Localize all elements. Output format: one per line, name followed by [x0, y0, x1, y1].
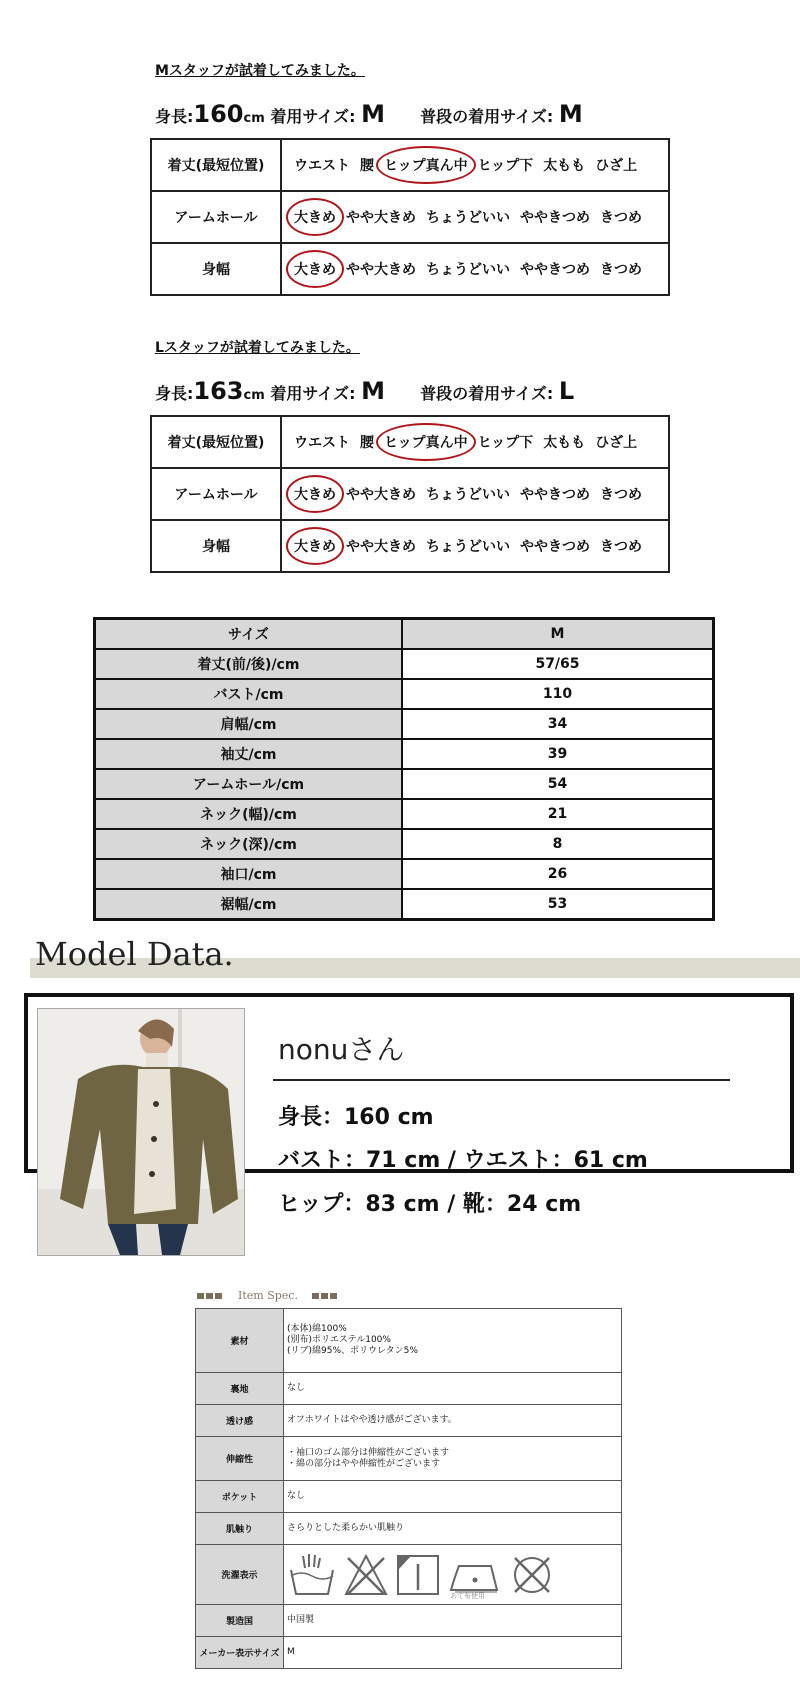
height-value: 163 — [193, 377, 244, 405]
fit-option-selected: 大きめ — [294, 536, 336, 556]
size-label: 着用サイズ: — [270, 384, 356, 403]
model-heading: Model Data. — [35, 935, 234, 973]
spec-key: メーカー表示サイズ — [196, 1637, 284, 1669]
size-row-value: 34 — [402, 709, 714, 739]
no-bleach-icon — [343, 1552, 389, 1598]
size-row-label: 裾幅/cm — [95, 889, 403, 920]
size-row-label: ネック(幅)/cm — [95, 799, 403, 829]
care-note: あて布使用 — [450, 1592, 485, 1600]
usual-size-label: 普段の着用サイズ: — [420, 107, 554, 126]
size-row — [95, 769, 714, 799]
fit-row-label: 身幅 — [151, 243, 281, 295]
fit-row — [151, 416, 669, 468]
fit-options — [281, 243, 669, 295]
size-table-header — [95, 619, 714, 650]
hand-wash-icon — [287, 1552, 337, 1598]
fit-option: ややきつめ — [520, 262, 590, 278]
fit-option-selected: 大きめ — [294, 207, 336, 227]
fit-option: ひざ上 — [595, 158, 638, 174]
model-photo — [37, 1008, 245, 1256]
spec-key: 素材 — [196, 1309, 284, 1373]
model-name: nonuさん — [278, 1033, 405, 1066]
spec-key: 製造国 — [196, 1605, 284, 1637]
fit-row — [151, 243, 669, 295]
size-row — [95, 649, 714, 679]
fit-option: やや大きめ — [346, 262, 416, 278]
size-label: 着用サイズ: — [270, 107, 356, 126]
spec-value: (本体)綿100% (別布)ポリエステル100% (リブ)綿95%、ポリウレタン5% — [284, 1309, 622, 1373]
staff-meta — [155, 377, 670, 405]
spec-row — [196, 1637, 622, 1669]
spec-row — [196, 1605, 622, 1637]
size-row-value: 21 — [402, 799, 714, 829]
fit-option: ちょうどいい — [426, 487, 510, 503]
fit-row-label: アームホール — [151, 191, 281, 243]
spec-key: 裏地 — [196, 1373, 284, 1405]
fit-row — [151, 191, 669, 243]
staff-fitting-l — [150, 337, 670, 573]
height-value: 160 — [193, 100, 244, 128]
spec-value: 中国製 — [284, 1605, 622, 1637]
spec-row — [196, 1545, 622, 1605]
fit-row-label: アームホール — [151, 468, 281, 520]
size-row-label: 着丈(前/後)/cm — [95, 649, 403, 679]
fit-option: きつめ — [600, 262, 642, 278]
size-row — [95, 829, 714, 859]
size-row-label: 袖口/cm — [95, 859, 403, 889]
fit-option-selected: ヒップ真ん中 — [384, 155, 468, 175]
item-spec-title-text: Item Spec. — [238, 1289, 298, 1302]
model-photo-image — [38, 1009, 244, 1255]
spec-row — [196, 1513, 622, 1545]
size-value: M — [361, 100, 385, 128]
usual-size-value: M — [558, 100, 583, 128]
fit-options — [281, 520, 669, 572]
fit-option: やや大きめ — [346, 539, 416, 555]
fit-option: やや大きめ — [346, 210, 416, 226]
size-row — [95, 679, 714, 709]
fit-option-selected: 大きめ — [294, 484, 336, 504]
fit-option: 太もも — [543, 158, 586, 174]
height-unit: cm — [243, 388, 265, 403]
fit-option: ややきつめ — [520, 487, 590, 503]
size-row-label: 肩幅/cm — [95, 709, 403, 739]
usual-size-label: 普段の着用サイズ: — [420, 384, 554, 403]
fit-option: ウエスト — [294, 435, 350, 451]
size-row-label: バスト/cm — [95, 679, 403, 709]
fit-option: ややきつめ — [520, 539, 590, 555]
size-table — [93, 617, 715, 921]
spec-key: 伸縮性 — [196, 1437, 284, 1481]
fit-options — [281, 416, 669, 468]
model-hip-shoe: ヒップ：83 cm / 靴：24 cm — [278, 1192, 582, 1217]
item-spec-title — [197, 1289, 339, 1302]
spec-row — [196, 1405, 622, 1437]
fit-option: ちょうどいい — [426, 210, 510, 226]
spec-value: なし — [284, 1481, 622, 1513]
size-row-value: 8 — [402, 829, 714, 859]
spec-row — [196, 1309, 622, 1373]
spec-value — [284, 1545, 622, 1605]
fit-options — [281, 468, 669, 520]
staff-fitting-m — [150, 60, 670, 296]
fit-option: きつめ — [600, 487, 642, 503]
fit-row-label: 着丈(最短位置) — [151, 139, 281, 191]
spec-value: オフホワイトはやや透け感がございます。 — [284, 1405, 622, 1437]
spec-key: 洗濯表示 — [196, 1545, 284, 1605]
usual-size-value: L — [558, 377, 575, 405]
fit-option: ちょうどいい — [426, 262, 510, 278]
model-divider — [273, 1079, 730, 1081]
size-header-value: M — [402, 619, 714, 650]
fit-option: ヒップ下 — [477, 435, 534, 451]
fit-table — [150, 415, 670, 573]
line-dry-shade-icon — [395, 1552, 441, 1598]
fit-option: 太もも — [543, 435, 586, 451]
spec-value: ・袖口のゴム部分は伸縮性がございます ・綿の部分はやや伸縮性がございます — [284, 1437, 622, 1481]
size-row — [95, 889, 714, 920]
spec-row — [196, 1481, 622, 1513]
size-row-value: 54 — [402, 769, 714, 799]
fit-row — [151, 468, 669, 520]
fit-options — [281, 191, 669, 243]
fit-option: きつめ — [600, 539, 642, 555]
spec-row — [196, 1373, 622, 1405]
fit-option: ややきつめ — [520, 210, 590, 226]
staff-meta — [155, 100, 670, 128]
fit-option-selected: 大きめ — [294, 259, 336, 279]
staff-title: Mスタッフが試着してみました。 — [155, 63, 365, 79]
size-row-value: 57/65 — [402, 649, 714, 679]
size-value: M — [361, 377, 385, 405]
size-row — [95, 799, 714, 829]
spec-value: さらりとした柔らかい肌触り — [284, 1513, 622, 1545]
spec-key: 透け感 — [196, 1405, 284, 1437]
fit-option-selected: ヒップ真ん中 — [384, 432, 468, 452]
height-unit: cm — [243, 111, 265, 126]
height-label: 身長: — [155, 107, 194, 126]
staff-title: Lスタッフが試着してみました。 — [155, 340, 360, 356]
fit-option: 腰 — [360, 158, 374, 174]
fit-table — [150, 138, 670, 296]
spec-value: なし — [284, 1373, 622, 1405]
fit-row — [151, 139, 669, 191]
item-spec-table — [195, 1308, 622, 1669]
fit-option: きつめ — [600, 210, 642, 226]
size-row — [95, 709, 714, 739]
fit-row-label: 身幅 — [151, 520, 281, 572]
size-row-label: 袖丈/cm — [95, 739, 403, 769]
size-row-value: 26 — [402, 859, 714, 889]
spec-row — [196, 1437, 622, 1481]
spec-value: M — [284, 1637, 622, 1669]
spec-key: ポケット — [196, 1481, 284, 1513]
model-height: 身長：160 cm — [278, 1105, 434, 1130]
fit-option: ヒップ下 — [477, 158, 534, 174]
height-label: 身長: — [155, 384, 194, 403]
size-row-label: ネック(深)/cm — [95, 829, 403, 859]
fit-row-label: 着丈(最短位置) — [151, 416, 281, 468]
size-row-value: 110 — [402, 679, 714, 709]
size-row — [95, 859, 714, 889]
fit-options — [281, 139, 669, 191]
spec-key: 肌触り — [196, 1513, 284, 1545]
fit-option: ひざ上 — [595, 435, 638, 451]
fit-option: やや大きめ — [346, 487, 416, 503]
size-row-value: 39 — [402, 739, 714, 769]
fit-option: 腰 — [360, 435, 374, 451]
size-row — [95, 739, 714, 769]
size-header-label: サイズ — [95, 619, 403, 650]
size-row-label: アームホール/cm — [95, 769, 403, 799]
fit-option: ウエスト — [294, 158, 350, 174]
fit-option: ちょうどいい — [426, 539, 510, 555]
model-bust-waist: バスト：71 cm / ウエスト：61 cm — [278, 1148, 648, 1173]
size-row-value: 53 — [402, 889, 714, 920]
fit-row — [151, 520, 669, 572]
no-dryclean-icon — [509, 1552, 555, 1598]
